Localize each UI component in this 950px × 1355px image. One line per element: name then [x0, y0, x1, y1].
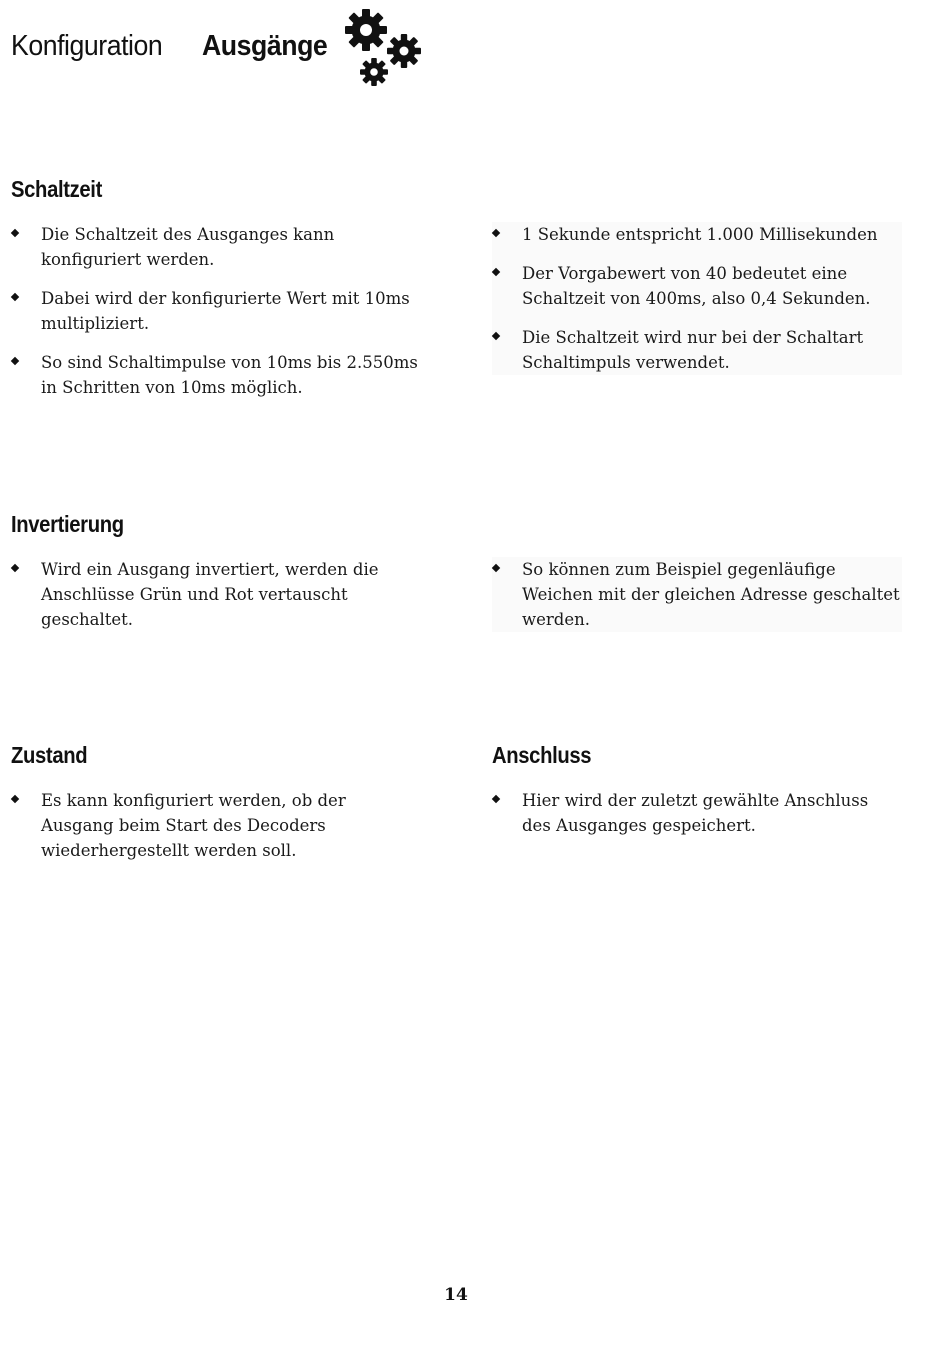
gears-icon: [344, 6, 428, 90]
section-title-invertierung: Invertierung: [11, 511, 124, 537]
section-title-zustand: Zustand: [11, 742, 88, 768]
bullet-diamond-icon: [492, 795, 500, 803]
list-item: [492, 557, 902, 632]
header-topic-label: Ausgänge: [202, 30, 328, 62]
bullet-diamond-icon: [492, 332, 500, 340]
schaltzeit-right-list: [492, 222, 902, 375]
list-item-text: Hier wird der zuletzt gewählte Anschluss des Ausganges gespeichert.: [522, 791, 869, 835]
bullet-diamond-icon: [492, 229, 500, 237]
bullet-diamond-icon: [11, 564, 19, 572]
bullet-diamond-icon: [492, 564, 500, 572]
invertierung-left-list: [11, 557, 431, 632]
header-section-label: Konfiguration: [11, 30, 163, 62]
list-item: [492, 325, 902, 375]
list-item-text: So können zum Beispiel gegenläufige Weichen mit der gleichen Adresse geschaltet werden.: [522, 560, 900, 629]
schaltzeit-left-list: [11, 222, 431, 400]
list-item-text: Wird ein Ausgang invertiert, werden die Anschlüsse Grün und Rot vertauscht geschaltet.: [41, 560, 379, 629]
list-item-text: Dabei wird der konfigurierte Wert mit 10ms multipliziert.: [41, 289, 410, 333]
list-item-text: So sind Schaltimpulse von 10ms bis 2.550ms in Schritten von 10ms möglich.: [41, 353, 418, 397]
list-item: [11, 286, 431, 336]
invertierung-right-list: [492, 557, 902, 632]
bullet-diamond-icon: [11, 229, 19, 237]
list-item: [11, 222, 431, 272]
list-item: [11, 557, 431, 632]
list-item: [492, 788, 902, 838]
list-item-text: Der Vorgabewert von 40 bedeutet eine Schaltzeit von 400ms, also 0,4 Sekunden.: [522, 264, 871, 308]
zustand-list: [11, 788, 421, 863]
section-title-anschluss: Anschluss: [492, 742, 592, 768]
list-item: [492, 222, 902, 247]
bullet-diamond-icon: [11, 357, 19, 365]
anschluss-list: [492, 788, 902, 838]
list-item: [11, 350, 431, 400]
list-item-text: Es kann konfiguriert werden, ob der Ausgang beim Start des Decoders wiederhergestellt werden soll.: [41, 791, 346, 860]
section-title-schaltzeit: Schaltzeit: [11, 176, 102, 202]
list-item: [492, 261, 902, 311]
list-item-text: Die Schaltzeit des Ausganges kann konfiguriert werden.: [41, 225, 335, 269]
list-item-text: 1 Sekunde entspricht 1.000 Millisekunden: [522, 225, 878, 244]
page-header: [11, 0, 611, 100]
list-item-text: Die Schaltzeit wird nur bei der Schaltart Schaltimpuls verwendet.: [522, 328, 864, 372]
page-number: 14: [444, 1285, 468, 1305]
bullet-diamond-icon: [11, 293, 19, 301]
bullet-diamond-icon: [11, 795, 19, 803]
bullet-diamond-icon: [492, 268, 500, 276]
list-item: [11, 788, 421, 863]
